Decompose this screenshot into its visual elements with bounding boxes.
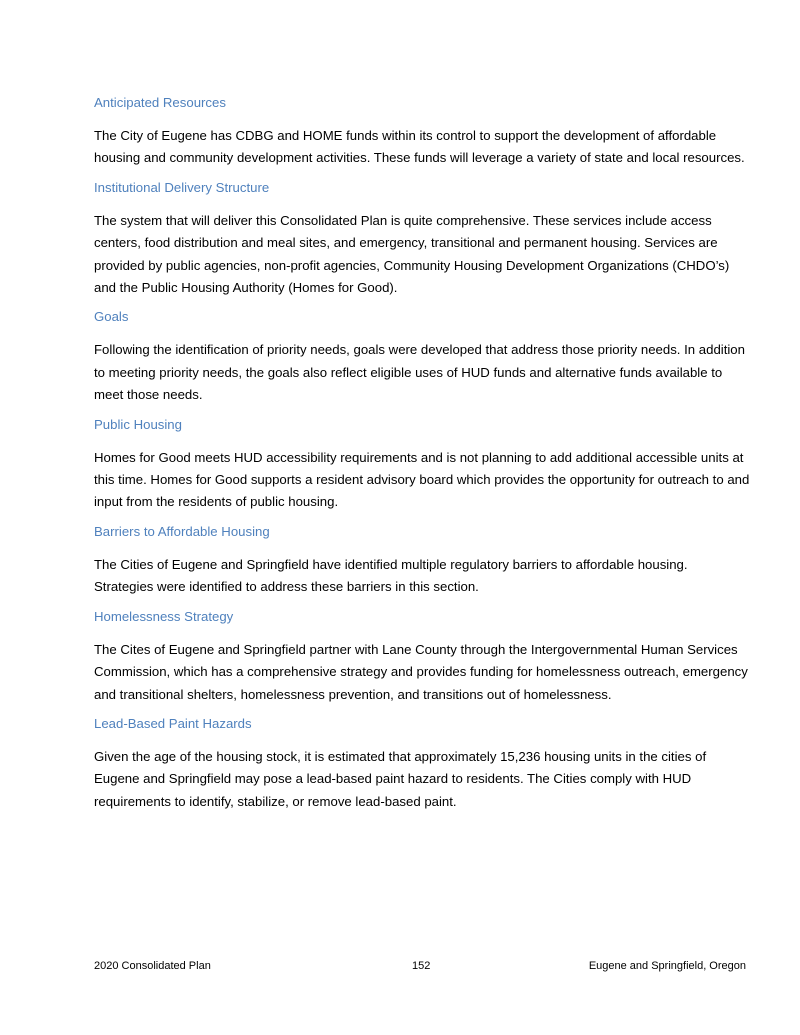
- section-paragraph: The Cities of Eugene and Springfield have identified multiple regulatory barriers to affordable housing. Strategies were identified to address these barriers in this section.: [94, 556, 688, 595]
- section-barriers-to-affordable-housing: [94, 523, 750, 599]
- section-heading: Barriers to Affordable Housing: [94, 523, 270, 539]
- section-institutional-delivery-structure: [94, 179, 750, 300]
- section-goals: [94, 308, 750, 406]
- section-public-housing: [94, 416, 750, 514]
- section-paragraph: The Cites of Eugene and Springfield partner with Lane County through the Intergovernmental Human Services Commission, which has a comprehensive strategy and provides funding for homelessness outreach, emergency and transitional shelters, homelessness prevention, and transitions out of homelessness.: [94, 641, 748, 702]
- section-heading: Institutional Delivery Structure: [94, 179, 270, 195]
- section-heading: Lead-Based Paint Hazards: [94, 715, 252, 731]
- section-paragraph: Following the identification of priority needs, goals were developed that address those priority needs. In addition to meeting priority needs, the goals also reflect eligible uses of HUD funds and alternative funds available to meet those needs.: [94, 342, 745, 403]
- section-anticipated-resources: [94, 94, 750, 170]
- section-lead-based-paint-hazards: [94, 715, 750, 813]
- footer-document-title: 2020 Consolidated Plan: [94, 960, 211, 972]
- section-heading: Anticipated Resources: [94, 95, 226, 110]
- section-heading: Public Housing: [94, 416, 182, 432]
- section-paragraph: Homes for Good meets HUD accessibility requirements and is not planning to add additional accessible units at this time. Homes for Good supports a resident advisory board which provides the opportunity for outreach to and input from the residents of public housing.: [94, 449, 750, 510]
- footer-page-number: 152: [412, 960, 431, 972]
- page-footer: [94, 958, 750, 974]
- section-homelessness-strategy: [94, 608, 750, 706]
- section-heading: Goals: [94, 309, 129, 325]
- section-paragraph: The system that will deliver this Consolidated Plan is quite comprehensive. These services include access centers, food distribution and meal sites, and emergency, transitional and permanent housing. Services are provided by public agencies, non-profit agencies, Community Housing Development Organizations (CHDO’s) and the Public Housing Authority (Homes for Good).: [94, 212, 730, 296]
- section-heading: Homelessness Strategy: [94, 608, 234, 624]
- section-paragraph: The City of Eugene has CDBG and HOME funds within its control to support the development of affordable housing and community development activities. These funds will leverage a variety of state and local resources.: [94, 128, 745, 166]
- footer-jurisdiction: Eugene and Springfield, Oregon: [588, 960, 746, 972]
- document-body: [94, 94, 750, 822]
- section-paragraph: Given the age of the housing stock, it is estimated that approximately 15,236 housing units in the cities of Eugene and Springfield may pose a lead-based paint hazard to residents. The Cities comply with HUD requirements to identify, stabilize, or remove lead-based paint.: [94, 748, 707, 809]
